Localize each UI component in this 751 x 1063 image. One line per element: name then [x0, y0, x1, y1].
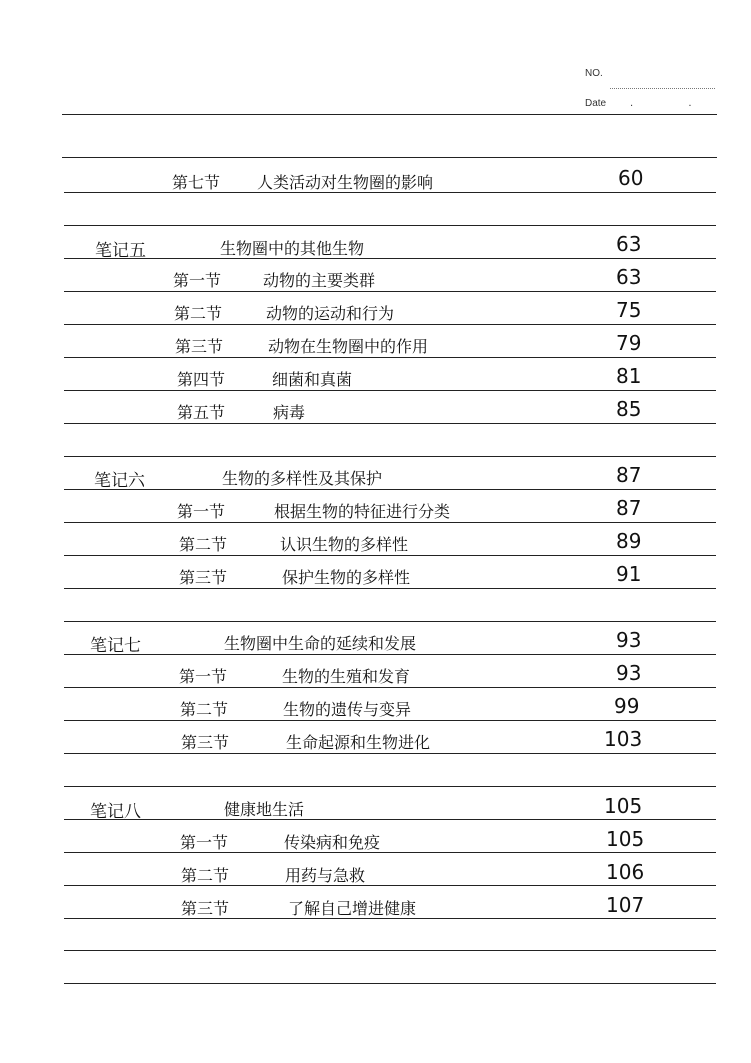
ruled-line	[64, 654, 716, 655]
page-number: 93	[616, 628, 642, 652]
page-number: 89	[616, 529, 642, 553]
chapter-label: 笔记七	[90, 636, 141, 656]
page-number: 63	[616, 232, 642, 256]
ruled-line	[64, 753, 716, 754]
ruled-line	[64, 225, 716, 226]
ruled-line	[64, 423, 716, 424]
date-label: Date	[585, 98, 607, 109]
section-title: 人类活动对生物圈的影响	[257, 173, 434, 192]
ruled-line	[64, 852, 716, 853]
section-label: 第一节	[179, 667, 228, 686]
section-title: 根据生物的特征进行分类	[274, 502, 451, 521]
page-number: 103	[604, 727, 643, 751]
section-title: 生命起源和生物进化	[286, 733, 431, 752]
chapter-label: 笔记五	[95, 241, 146, 261]
section-label: 第一节	[173, 271, 222, 290]
ruled-line	[64, 357, 716, 358]
ruled-line	[64, 390, 716, 391]
ruled-line	[62, 114, 717, 115]
ruled-line	[64, 720, 716, 721]
section-title: 认识生物的多样性	[280, 535, 409, 554]
ruled-line	[64, 819, 716, 820]
section-title: 动物的主要类群	[263, 271, 376, 290]
ruled-line	[62, 157, 717, 158]
section-title: 生物的生殖和发育	[282, 667, 411, 686]
section-label: 第一节	[180, 833, 229, 852]
chapter-label: 笔记六	[94, 471, 145, 491]
section-title: 生物的遗传与变异	[283, 700, 412, 719]
chapter-label: 笔记八	[90, 802, 141, 822]
chapter-title: 生物的多样性及其保护	[222, 469, 383, 488]
page-number: 81	[616, 364, 642, 388]
section-label: 第二节	[180, 700, 229, 719]
page-number: 107	[606, 893, 645, 917]
ruled-line	[64, 687, 716, 688]
chapter-title: 健康地生活	[224, 800, 305, 819]
section-title: 用药与急救	[285, 866, 366, 885]
ruled-line	[64, 489, 716, 490]
page-number: 79	[616, 331, 642, 355]
page-number: 63	[616, 265, 642, 289]
ruled-line	[64, 324, 716, 325]
section-label: 第四节	[177, 370, 226, 389]
ruled-line	[64, 885, 716, 886]
ruled-line	[64, 588, 716, 589]
section-title: 了解自己增进健康	[288, 899, 417, 918]
page-number: 105	[606, 827, 645, 851]
section-title: 病毒	[273, 403, 306, 422]
page-number: 60	[618, 166, 644, 190]
chapter-title: 生物圈中生命的延续和发展	[224, 634, 417, 653]
ruled-line	[64, 983, 716, 984]
section-label: 第五节	[177, 403, 226, 422]
ruled-line	[64, 258, 716, 259]
page-number: 105	[604, 794, 643, 818]
page-number: 106	[606, 860, 645, 884]
section-label: 第二节	[174, 304, 223, 323]
ruled-line	[64, 522, 716, 523]
no-label: NO.	[585, 68, 603, 79]
section-label: 第三节	[175, 337, 224, 356]
ruled-line	[64, 950, 716, 951]
page-number: 87	[616, 463, 642, 487]
page-number: 85	[616, 397, 642, 421]
section-title: 细菌和真菌	[272, 370, 353, 389]
section-label: 第一节	[177, 502, 226, 521]
section-title: 动物的运动和行为	[266, 304, 395, 323]
ruled-line	[64, 786, 716, 787]
section-label: 第七节	[172, 173, 221, 192]
page-number: 75	[616, 298, 642, 322]
section-label: 第二节	[181, 866, 230, 885]
page-number: 91	[616, 562, 642, 586]
ruled-line	[64, 291, 716, 292]
date-dots: . .	[630, 98, 718, 109]
section-label: 第三节	[181, 899, 230, 918]
ruled-line	[64, 621, 716, 622]
section-title: 保护生物的多样性	[282, 568, 411, 587]
ruled-line	[64, 555, 716, 556]
page-number: 93	[616, 661, 642, 685]
ruled-line	[64, 456, 716, 457]
section-label: 第三节	[181, 733, 230, 752]
page-number: 87	[616, 496, 642, 520]
section-label: 第二节	[179, 535, 228, 554]
no-underline	[610, 88, 715, 89]
section-title: 动物在生物圈中的作用	[268, 337, 429, 356]
section-label: 第三节	[179, 568, 228, 587]
page-number: 99	[614, 694, 640, 718]
chapter-title: 生物圈中的其他生物	[220, 239, 365, 258]
section-title: 传染病和免疫	[284, 833, 381, 852]
